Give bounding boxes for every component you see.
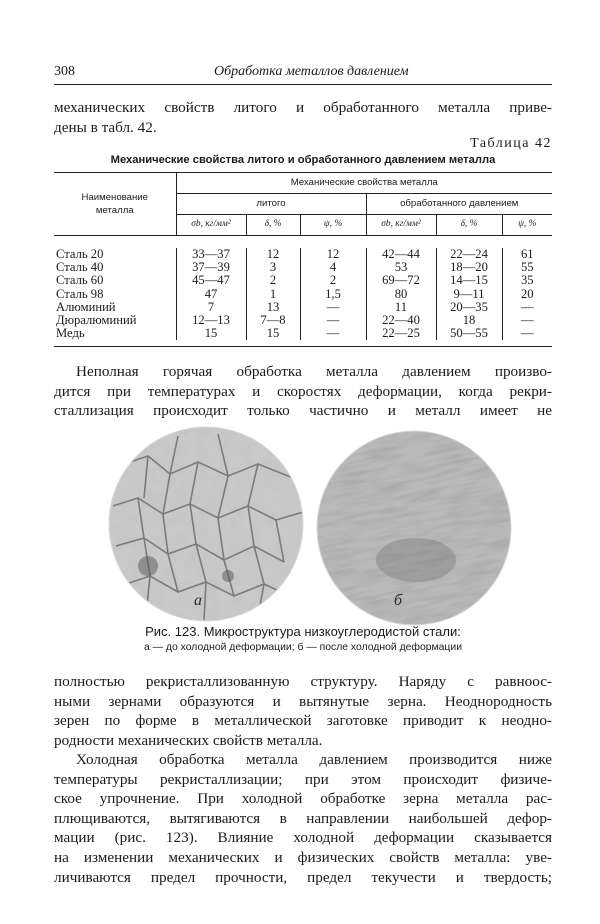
cell: 22—40 [366, 314, 436, 327]
cell: 7 [176, 301, 246, 314]
paragraph-partial-hot-working [54, 362, 552, 421]
cell: — [300, 314, 366, 327]
table-row [54, 288, 552, 301]
cell: 11 [366, 301, 436, 314]
running-title: Обработка металлов давлением [214, 64, 409, 79]
unit-header: δ, % [436, 215, 502, 236]
cell: — [300, 327, 366, 340]
cell: 45—47 [176, 274, 246, 287]
metal-name: Сталь 20 [56, 247, 104, 261]
table-row [54, 274, 552, 287]
text-line: зерен по форме в металлической заготовке приводит к неодно- [54, 712, 552, 730]
cell: 61 [502, 248, 552, 261]
cell: 2 [300, 274, 366, 287]
cell: 12 [246, 248, 300, 261]
text-line: дится при температурах и скоростях деформации, когда рекри- [54, 382, 552, 400]
text-line: полностью рекристаллизованную структуру. Наряду с равноос- [54, 673, 552, 690]
cell: 7—8 [246, 314, 300, 327]
paragraph-cold-working [54, 750, 552, 887]
mechanical-properties-table [54, 172, 552, 347]
cell: 2 [246, 274, 300, 287]
metal-name: Медь [56, 326, 85, 341]
text-line: температуры рекристаллизации; при этом происходит физиче- [54, 770, 552, 788]
text-line: ными зернами образуются и вытянутые зерна. Неоднородность [54, 692, 552, 710]
intro-line: механических свойств литого и обработанного металла приве- [54, 99, 552, 116]
unit-header: δ, % [246, 215, 300, 236]
micrograph-a-label: а [194, 592, 202, 609]
cell: 15 [246, 327, 300, 340]
cell: — [502, 301, 552, 314]
cell: — [502, 327, 552, 340]
cell: 37—39 [176, 261, 246, 274]
micrograph-b-label: б [394, 592, 403, 609]
cell: 55 [502, 261, 552, 274]
text-line: Неполная горячая обработка металла давлением произво- [76, 363, 552, 380]
cell: 3 [246, 261, 300, 274]
name-header-line: Наименование [81, 191, 148, 203]
cell: 20 [502, 288, 552, 301]
cell: — [502, 314, 552, 327]
page-number: 308 [54, 64, 75, 79]
cell: — [300, 301, 366, 314]
metal-name: Дюралюминий [56, 313, 137, 328]
paragraph-structure [54, 672, 552, 750]
metal-name: Сталь 60 [56, 273, 104, 288]
cell: 12—13 [176, 314, 246, 327]
cell: 33—37 [176, 248, 246, 261]
micrograph-b-image [316, 430, 512, 626]
text-line: родности механических свойств металла. [54, 731, 323, 749]
name-header-line: металла [95, 205, 134, 216]
cell: 1 [246, 288, 300, 301]
cell: 18—20 [436, 261, 502, 274]
text-line: на изменении механических и физических свойств металла: уве- [54, 848, 552, 866]
cell: 69—72 [366, 274, 436, 287]
unit-header: σb, кг/мм² [366, 215, 436, 236]
text-line: личиваются предел прочности, предел текучести и твердость; [54, 868, 552, 886]
figure-caption: Рис. 123. Микроструктура низкоуглеродистой стали: [145, 624, 461, 639]
name-column-header [54, 173, 176, 236]
cell: 15 [176, 327, 246, 340]
micrograph-a-image [108, 426, 304, 622]
text-line: Холодная обработка металла давлением производится ниже [76, 751, 552, 768]
micrograph-a [108, 426, 304, 622]
cell: 12 [300, 248, 366, 261]
table-caption: Механические свойства литого и обработанного давлением металла [110, 154, 496, 166]
cell: 22—24 [436, 248, 502, 261]
micrograph-b [316, 430, 512, 626]
text-line: сталлизация происходит только частично и металл имеет не [54, 402, 552, 420]
cell: 22—25 [366, 327, 436, 340]
intro-paragraph [54, 98, 552, 137]
cell: 53 [366, 261, 436, 274]
unit-header: σb, кг/мм² [176, 215, 246, 236]
metal-name: Алюминий [56, 299, 116, 314]
cell: 1,5 [300, 288, 366, 301]
cell: 47 [176, 288, 246, 301]
cast-header: литого [176, 194, 366, 215]
header-rule [54, 84, 552, 85]
cell: 18 [436, 314, 502, 327]
cell: 9—11 [436, 288, 502, 301]
metal-name: Сталь 40 [56, 260, 104, 275]
text-line: ское упрочнение. При холодной обработке зерна металла рас- [54, 790, 552, 808]
text-line: мации (рис. 123). Влияние холодной деформации сказывается [54, 829, 552, 847]
cell: 13 [246, 301, 300, 314]
cell: 80 [366, 288, 436, 301]
table-row [54, 327, 552, 340]
cell: 35 [502, 274, 552, 287]
cell: 4 [300, 261, 366, 274]
metal-name: Сталь 98 [56, 286, 104, 301]
intro-line: дены в табл. 42. [54, 118, 157, 136]
figure-caption-subtext: а — до холодной деформации; б — после холодной деформации [143, 642, 462, 653]
unit-header: ψ, % [502, 215, 552, 236]
text-line: плющиваются, вытягиваются в направлении наибольшей дефор- [54, 809, 552, 827]
cell: 42—44 [366, 248, 436, 261]
group-header: Механические свойства металла [176, 173, 552, 194]
cell: 50—55 [436, 327, 502, 340]
unit-header: ψ, % [300, 215, 366, 236]
cell: 20—35 [436, 301, 502, 314]
table-label: Таблица 42 [470, 136, 552, 151]
worked-header: обработанного давлением [366, 194, 552, 215]
cell: 14—15 [436, 274, 502, 287]
